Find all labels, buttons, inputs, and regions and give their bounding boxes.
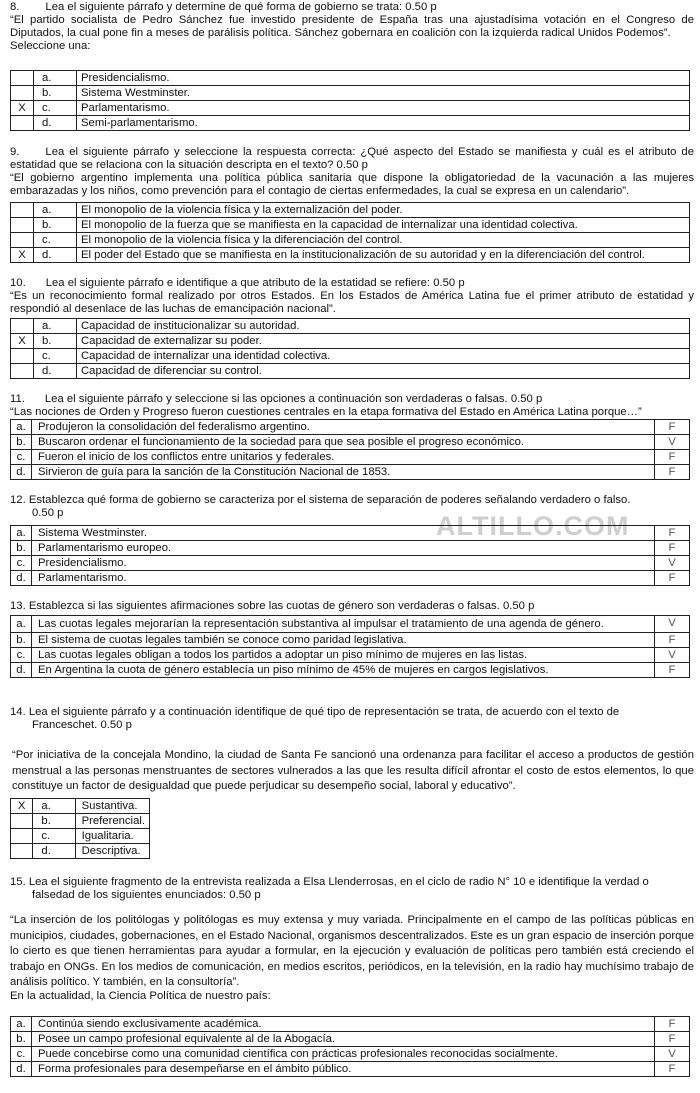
question-header: Lea el siguiente párrafo y determine de qué forma de gobierno se trata: 0.50 p — [45, 1, 437, 13]
option-letter: c. — [34, 349, 77, 364]
option-row[interactable] — [11, 334, 690, 349]
answer-value[interactable]: F — [655, 450, 690, 465]
selection-mark — [11, 86, 34, 101]
option-row[interactable] — [11, 116, 690, 131]
selection-mark: X — [11, 334, 34, 349]
option-row[interactable] — [11, 86, 690, 101]
option-letter: a. — [11, 526, 32, 541]
option-row[interactable] — [11, 799, 150, 814]
option-letter: d. — [34, 364, 77, 379]
option-letter: b. — [33, 814, 75, 829]
option-text: El monopolio de la violencia física y la diferenciación del control. — [77, 233, 690, 248]
question-header: 15. Lea el siguiente fragmento de la entrevista realizada a Elsa Llenderrosas, en el ciclo de radio N° 10 e identifique la verdad o — [10, 876, 649, 888]
option-text: Fueron el inicio de los conflictos entre unitarios y federales. — [32, 450, 655, 465]
option-letter: a. — [11, 420, 32, 435]
answer-value[interactable]: V — [655, 1047, 690, 1062]
statement-row[interactable] — [11, 465, 690, 480]
option-row[interactable] — [11, 349, 690, 364]
statement-row[interactable] — [11, 1032, 690, 1047]
option-text: Igualitaria. — [75, 829, 149, 844]
option-letter: b. — [11, 1032, 32, 1047]
option-row[interactable] — [11, 814, 150, 829]
question-number: 10. — [10, 277, 26, 289]
option-text: Presidencialismo. — [77, 71, 690, 86]
statement-row[interactable] — [11, 663, 690, 678]
statement-row[interactable] — [11, 420, 690, 435]
statement-row[interactable] — [11, 1062, 690, 1077]
option-text: Sustantiva. — [75, 799, 149, 814]
question-quote: “Por iniciativa de la concejala Mondino, la ciudad de Santa Fe sancionó una ordenanza para facilitar el acceso a productos de gestión menstrual a las personas menstruantes de sectores vulnerados a las que les resulta difícil afrontar el costo de estos elementos, lo que constituye un factor de desigualdad que puede perjudicar su desempeño social, laboral y educativo”. — [12, 749, 694, 792]
answer-value[interactable]: F — [655, 420, 690, 435]
question-header: Lea el siguiente párrafo y seleccione la respuesta correcta: ¿Qué aspecto del Estado se manifiesta y cuál es el atributo de estatidad que se relaciona con la situación descripta en el texto? 0.50 p — [10, 146, 694, 171]
question-8 — [10, 1, 694, 53]
option-letter: a. — [34, 319, 77, 334]
watermark: ALTILLO.COM — [436, 511, 630, 541]
question-header: 13. Establezca si las siguientes afirmaciones sobre las cuotas de género son verdaderas o falsas. 0.50 p — [10, 600, 535, 612]
option-text: Las cuotas legales mejorarían la representación substantiva al impulsar el tratamiento de una agenda de género. — [32, 616, 655, 633]
options-table — [10, 318, 690, 379]
question-quote: “El partido socialista de Pedro Sánchez fue investido presidente de España tras una ajustadísima votación en el Congreso de Diputados, la cual pone fin a meses de parálisis política. Sánchez gobernara en coalición con la izquierda radical Unidos Podemos”. — [10, 14, 694, 39]
option-letter: b. — [11, 633, 32, 648]
statement-row[interactable] — [11, 435, 690, 450]
question-14 — [10, 706, 694, 795]
question-11 — [10, 393, 694, 419]
option-text: Presidencialismo. — [32, 556, 655, 571]
question-quote: “La inserción de los politólogas y politólogas es muy extensa y muy variada. Principalmente en el campo de las políticas públicas en municipios, ciudades, gobernaciones, en el Estado Nacional, organismos descentralizados. Este es un gran espacio de inserción porque lo cierto es que tienen herramientas para ayudar a formular, en la ejecución y evaluación de políticas pero también está creciendo el trabajo en ONGs. En los medios de comunicación, en medios escritos, periódicos, en la televisión, en la radio hay muchísimo trabajo de análisis político. Y también, en la consultoría”. — [10, 914, 694, 988]
statement-row[interactable] — [11, 1017, 690, 1032]
option-text: Sirvieron de guía para la sanción de la Constitución Nacional de 1853. — [32, 465, 655, 480]
option-text: Produjeron la consolidación del federalismo argentino. — [32, 420, 655, 435]
question-number: 8. — [10, 1, 20, 13]
option-letter: c. — [11, 450, 32, 465]
question-header-cont: Franceschet. 0.50 p — [32, 719, 132, 731]
option-letter: d. — [11, 571, 32, 586]
question-number: 9. — [10, 146, 20, 158]
answer-value[interactable]: F — [655, 526, 690, 541]
selection-mark — [11, 203, 34, 218]
question-header: Lea el siguiente párrafo y seleccione si las opciones a continuación son verdaderas o falsas. 0.50 p — [44, 393, 543, 405]
question-header: 14. Lea el siguiente párrafo y a continuación identifique de qué tipo de representación se trata, de acuerdo con el texto de — [10, 706, 620, 718]
option-letter: a. — [11, 1017, 32, 1032]
question-quote: “Es un reconocimiento formal realizado por otros Estados. En los Estados de América Latina fue el primer atributo de estatidad y respondió al desenlace de las luchas de emancipación nacional”. — [10, 290, 694, 315]
statement-row[interactable] — [11, 648, 690, 663]
true-false-table — [10, 1016, 690, 1077]
option-letter: b. — [34, 86, 77, 101]
answer-value[interactable]: F — [655, 663, 690, 678]
question-number: 11. — [10, 393, 25, 405]
statement-row[interactable] — [11, 571, 690, 586]
option-text: El monopolio de la fuerza que se manifiesta en la capacidad de internalizar una identidad colectiva. — [77, 218, 690, 233]
answer-value[interactable]: F — [655, 1032, 690, 1047]
option-letter: a. — [33, 799, 75, 814]
selection-mark — [11, 116, 34, 131]
option-row[interactable] — [11, 829, 150, 844]
option-letter: b. — [11, 435, 32, 450]
true-false-table — [10, 419, 690, 480]
option-letter: d. — [34, 116, 77, 131]
option-letter: d. — [11, 465, 32, 480]
option-letter: a. — [34, 71, 77, 86]
statement-row[interactable] — [11, 450, 690, 465]
options-table — [10, 70, 690, 131]
answer-value[interactable]: F — [655, 1062, 690, 1077]
question-12 — [10, 494, 694, 520]
selection-mark: X — [11, 799, 33, 814]
question-header: Lea el siguiente párrafo e identifique a que atributo de la estatidad se refiere: 0.50 p — [45, 277, 465, 289]
option-text: Parlamentarismo. — [32, 571, 655, 586]
question-15 — [10, 876, 694, 1003]
option-row[interactable] — [11, 71, 690, 86]
answer-value[interactable]: V — [655, 435, 690, 450]
selection-mark — [11, 814, 33, 829]
selection-mark — [11, 233, 34, 248]
option-row[interactable] — [11, 319, 690, 334]
option-letter: c. — [11, 1047, 32, 1062]
selection-mark — [11, 349, 34, 364]
option-text: En Argentina la cuota de género establecía un piso mínimo de 45% de mujeres en cargos legislativos. — [32, 663, 655, 678]
option-text: Capacidad de externalizar su poder. — [77, 334, 690, 349]
option-text: Las cuotas legales obligan a todos los partidos a adoptar un piso mínimo de mujeres en las listas. — [32, 648, 655, 663]
option-row[interactable] — [11, 844, 150, 859]
question-prompt: En la actualidad, la Ciencia Política de nuestro país: — [10, 989, 271, 1002]
option-letter: c. — [33, 829, 75, 844]
statement-row[interactable] — [11, 556, 690, 571]
option-letter: d. — [33, 844, 75, 859]
option-row[interactable] — [11, 203, 690, 218]
answer-value[interactable]: F — [655, 1017, 690, 1032]
option-text: Capacidad de institucionalizar su autoridad. — [77, 319, 690, 334]
option-text: Preferencial. — [75, 814, 149, 829]
selection-mark — [11, 364, 34, 379]
option-letter: c. — [11, 648, 32, 663]
question-quote: “Las nociones de Orden y Progreso fueron cuestiones centrales en la etapa formativa del Estado en América Latina porque…” — [10, 406, 642, 418]
option-text: El sistema de cuotas legales también se conoce como paridad legislativa. — [32, 633, 655, 648]
option-letter: b. — [34, 334, 77, 349]
selection-mark — [11, 844, 33, 859]
question-10 — [10, 277, 694, 316]
option-text: Puede concebirse como una comunidad científica con prácticas profesionales reconocidas socialmente. — [32, 1047, 655, 1062]
answer-value[interactable]: F — [655, 633, 690, 648]
option-text: Parlamentarismo europeo. — [32, 541, 655, 556]
statement-row[interactable] — [11, 1047, 690, 1062]
selection-mark: X — [11, 248, 34, 263]
question-quote: “El gobierno argentino implementa una política pública sanitaria que dispone la obligatoriedad de la vacunación a las mujeres embarazadas y los niños, como prevención para el contagio de ciertas enfermedades, la cual se expresa en un calendario”. — [10, 172, 694, 197]
option-text: Semi-parlamentarismo. — [77, 116, 690, 131]
question-header-cont: falsedad de los siguientes enunciados: 0.50 p — [32, 889, 261, 901]
selection-mark — [11, 319, 34, 334]
option-letter: c. — [34, 233, 77, 248]
selection-mark — [11, 829, 33, 844]
statement-row[interactable] — [11, 633, 690, 648]
answer-value[interactable]: F — [655, 541, 690, 556]
option-row[interactable] — [11, 233, 690, 248]
answer-value[interactable]: V — [655, 648, 690, 663]
option-letter: d. — [11, 663, 32, 678]
option-text: Posee un campo profesional equivalente al de la Abogacía. — [32, 1032, 655, 1047]
options-table — [10, 202, 690, 263]
question-prompt: Seleccione una: — [10, 40, 91, 52]
option-text: Forma profesionales para desempeñarse en el ámbito público. — [32, 1062, 655, 1077]
option-row[interactable] — [11, 364, 690, 379]
question-header: 12. Establezca qué forma de gobierno se caracteriza por el sistema de separación de poderes señalando verdadero o falso. — [10, 494, 631, 506]
question-13 — [10, 600, 694, 613]
options-table — [10, 798, 150, 859]
option-text: El poder del Estado que se manifiesta en la institucionalización de su autoridad y en la diferenciación del control. — [77, 248, 690, 263]
statement-row[interactable] — [11, 526, 690, 541]
question-9 — [10, 146, 694, 198]
option-row[interactable] — [11, 248, 690, 263]
option-text: Continúa siendo exclusivamente académica. — [32, 1017, 655, 1032]
option-letter: b. — [11, 541, 32, 556]
option-letter: a. — [34, 203, 77, 218]
answer-value[interactable]: V — [655, 556, 690, 571]
option-letter: b. — [34, 218, 77, 233]
statement-row[interactable] — [11, 541, 690, 556]
true-false-table — [10, 615, 690, 678]
answer-value[interactable]: V — [655, 616, 690, 633]
option-text: Sistema Westminster. — [77, 86, 690, 101]
option-text: Capacidad de diferenciar su control. — [77, 364, 690, 379]
answer-value[interactable]: F — [655, 571, 690, 586]
option-letter: d. — [11, 1062, 32, 1077]
option-text: El monopolio de la violencia física y la externalización del poder. — [77, 203, 690, 218]
option-letter: c. — [34, 101, 77, 116]
option-text: Sistema Westminster. — [32, 526, 655, 541]
question-points: 0.50 p — [32, 507, 64, 519]
option-text: Parlamentarismo. — [77, 101, 690, 116]
option-letter: d. — [34, 248, 77, 263]
statement-row[interactable] — [11, 616, 690, 633]
option-letter: c. — [11, 556, 32, 571]
option-text: Descriptiva. — [75, 844, 149, 859]
option-letter: a. — [11, 616, 32, 633]
option-text: Buscaron ordenar el funcionamiento de la sociedad para que sea posible el progreso económico. — [32, 435, 655, 450]
option-row[interactable] — [11, 101, 690, 116]
selection-mark: X — [11, 101, 34, 116]
option-row[interactable] — [11, 218, 690, 233]
true-false-table — [10, 525, 690, 586]
selection-mark — [11, 71, 34, 86]
selection-mark — [11, 218, 34, 233]
answer-value[interactable]: F — [655, 465, 690, 480]
option-text: Capacidad de internalizar una identidad colectiva. — [77, 349, 690, 364]
